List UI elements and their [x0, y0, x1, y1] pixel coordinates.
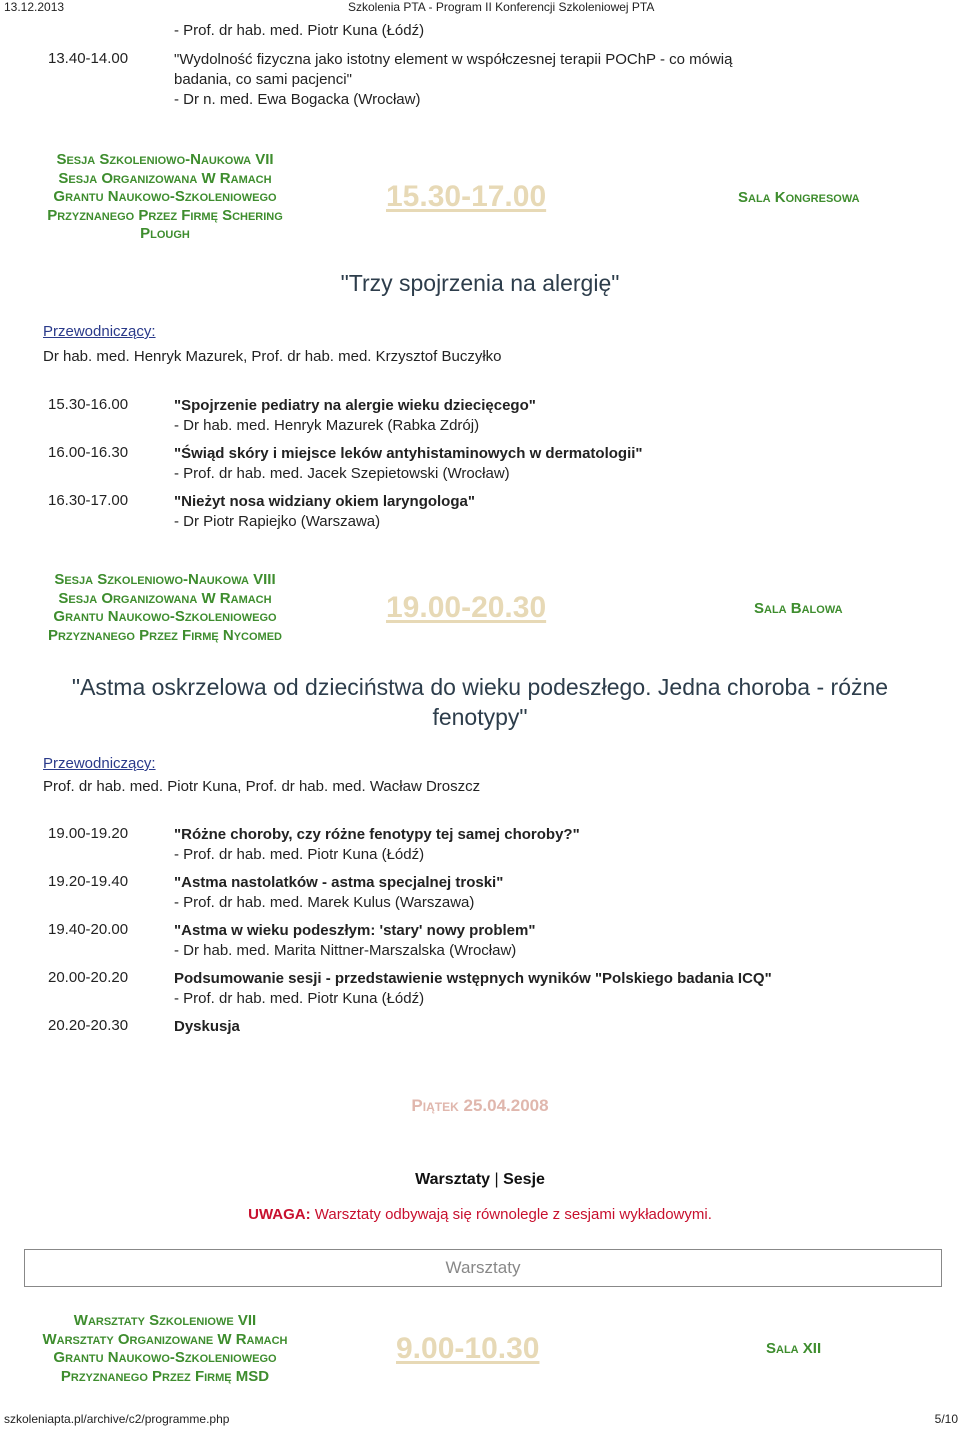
talk-title: "Różne choroby, czy różne fenotypy tej samej choroby?" [174, 826, 580, 843]
talk-block [174, 873, 503, 913]
talk-time: 20.00-20.20 [48, 969, 129, 986]
workshop-7-sponsor-block [30, 1312, 300, 1386]
chair-label: Przewodniczący: [43, 323, 156, 340]
print-title: Szkolenia PTA - Program II Konferencji Szkoleniowej PTA [348, 0, 655, 14]
session-room: Sala Balowa [754, 600, 843, 617]
talk-block [174, 50, 732, 110]
talk-title: "Astma nastolatków - astma specjalnej troski" [174, 874, 504, 891]
print-header [0, 0, 960, 14]
talk-speaker: - Dr n. med. Ewa Bogacka (Wrocław) [174, 91, 421, 108]
session-heading: "Trzy spojrzenia na alergię" [340, 270, 620, 296]
talk-time: 20.20-20.30 [48, 1017, 129, 1034]
nav-workshops-link[interactable]: Warsztaty [415, 1171, 491, 1188]
session-line: Grantu Naukowo-Szkoleniowego [53, 1349, 277, 1366]
talk-title: "Nieżyt nosa widziany okiem laryngologa" [174, 493, 475, 510]
talk-speaker: - Prof. dr hab. med. Piotr Kuna (Łódź) [174, 990, 425, 1007]
session-line: Sesja Szkoleniowo-Naukowa VII [56, 151, 274, 168]
session-line: Przyznanego Przez Firmę Schering [47, 206, 283, 224]
chairs: Dr hab. med. Henryk Mazurek, Prof. dr hab. med. Krzysztof Buczyłko [43, 348, 502, 365]
prev-speaker: - Prof. dr hab. med. Piotr Kuna (Łódź) [174, 22, 425, 39]
talk-title: "Astma w wieku podeszłym: 'stary' nowy problem" [174, 922, 536, 939]
talk-speaker: - Dr hab. med. Marita Nittner-Marszalska (Wrocław) [174, 942, 517, 959]
workshop-room: Sala XII [766, 1340, 822, 1357]
session-line: Warsztaty Szkoleniowe VII [73, 1312, 257, 1329]
talk-time: 19.40-20.00 [48, 921, 129, 938]
talk-time: 19.00-19.20 [48, 825, 129, 842]
session-8-sponsor-block [30, 571, 300, 645]
session-line: Grantu Naukowo-Szkoleniowego [53, 608, 277, 625]
session-time: 19.00-20.30 [386, 591, 547, 624]
notice [0, 1206, 960, 1223]
page-number: 5/10 [934, 1412, 958, 1426]
workshop-time: 9.00-10.30 [396, 1332, 540, 1365]
notice-label: UWAGA: [248, 1206, 311, 1223]
session-line: Sesja Szkoleniowo-Naukowa VIII [54, 571, 276, 588]
talk-title: Podsumowanie sesji - przedstawienie wstępnych wyników "Polskiego badania ICQ" [174, 970, 772, 987]
session-room: Sala Kongresowa [738, 189, 860, 206]
print-url: szkoleniapta.pl/archive/c2/programme.php [4, 1412, 230, 1426]
day-label: Piątek 25.04.2008 [411, 1096, 549, 1115]
nav-sessions-link[interactable]: Sesje [503, 1171, 545, 1188]
session-heading-line: "Astma oskrzelowa od dzieciństwa do wieku podeszłego. Jedna choroba - różne [71, 674, 889, 700]
talk-speaker: - Prof. dr hab. med. Jacek Szepietowski (Wrocław) [174, 465, 510, 482]
talk-time: 19.20-19.40 [48, 873, 129, 890]
session-line: Sesja Organizowana W Ramach [58, 169, 272, 187]
talk-speaker: - Prof. dr hab. med. Marek Kulus (Warszawa) [174, 894, 475, 911]
session-line: Plough [140, 225, 190, 242]
workshops-section-header: Warsztaty [24, 1249, 942, 1287]
nav-separator: | [494, 1171, 499, 1188]
talk-block [174, 492, 475, 532]
session-time: 15.30-17.00 [386, 180, 547, 213]
talk-speaker: - Dr Piotr Rapiejko (Warszawa) [174, 513, 381, 530]
session-line: Przyznanego Przez Firmę Nycomed [47, 626, 282, 644]
talk-time: 15.30-16.00 [48, 396, 129, 413]
talk-time: 16.30-17.00 [48, 492, 129, 509]
talk-block [174, 444, 643, 484]
talk-title: "Spojrzenie pediatry na alergie wieku dziecięcego" [174, 397, 536, 414]
notice-text: Warsztaty odbywają się równolegle z sesjami wykładowymi. [310, 1206, 712, 1223]
session-heading-line: fenotypy" [432, 704, 528, 730]
session-line: Grantu Naukowo-Szkoleniowego [53, 188, 277, 205]
talk-time: 13.40-14.00 [48, 50, 129, 67]
session-line: Sesja Organizowana W Ramach [58, 589, 272, 607]
talk-time: 16.00-16.30 [48, 444, 129, 461]
print-date: 13.12.2013 [4, 0, 65, 14]
talk-block [174, 921, 535, 961]
talk-speaker: - Dr hab. med. Henryk Mazurek (Rabka Zdrój) [174, 417, 480, 434]
talk-speaker: - Prof. dr hab. med. Piotr Kuna (Łódź) [174, 846, 425, 863]
session-7-sponsor-block [30, 151, 300, 244]
talk-block [174, 1017, 240, 1037]
chair-label: Przewodniczący: [43, 755, 156, 772]
talk-title-line: "Wydolność fizyczna jako istotny element w współczesnej terapii POChP - co mówią [174, 51, 733, 68]
talk-block [174, 825, 580, 865]
talk-title: "Świąd skóry i miejsce leków antyhistaminowych w dermatologii" [174, 445, 643, 462]
talk-title-line: badania, co sami pacjenci" [174, 71, 352, 88]
talk-block [174, 969, 772, 1009]
talk-block [174, 396, 536, 436]
talk-title: Dyskusja [174, 1018, 240, 1035]
session-line: Warsztaty Organizowane W Ramach [42, 1330, 288, 1348]
session-line: Przyznanego Przez Firmę MSD [60, 1367, 270, 1385]
chairs: Prof. dr hab. med. Piotr Kuna, Prof. dr hab. med. Wacław Droszcz [43, 778, 481, 795]
session-heading [0, 672, 960, 732]
section-nav [0, 1171, 960, 1189]
